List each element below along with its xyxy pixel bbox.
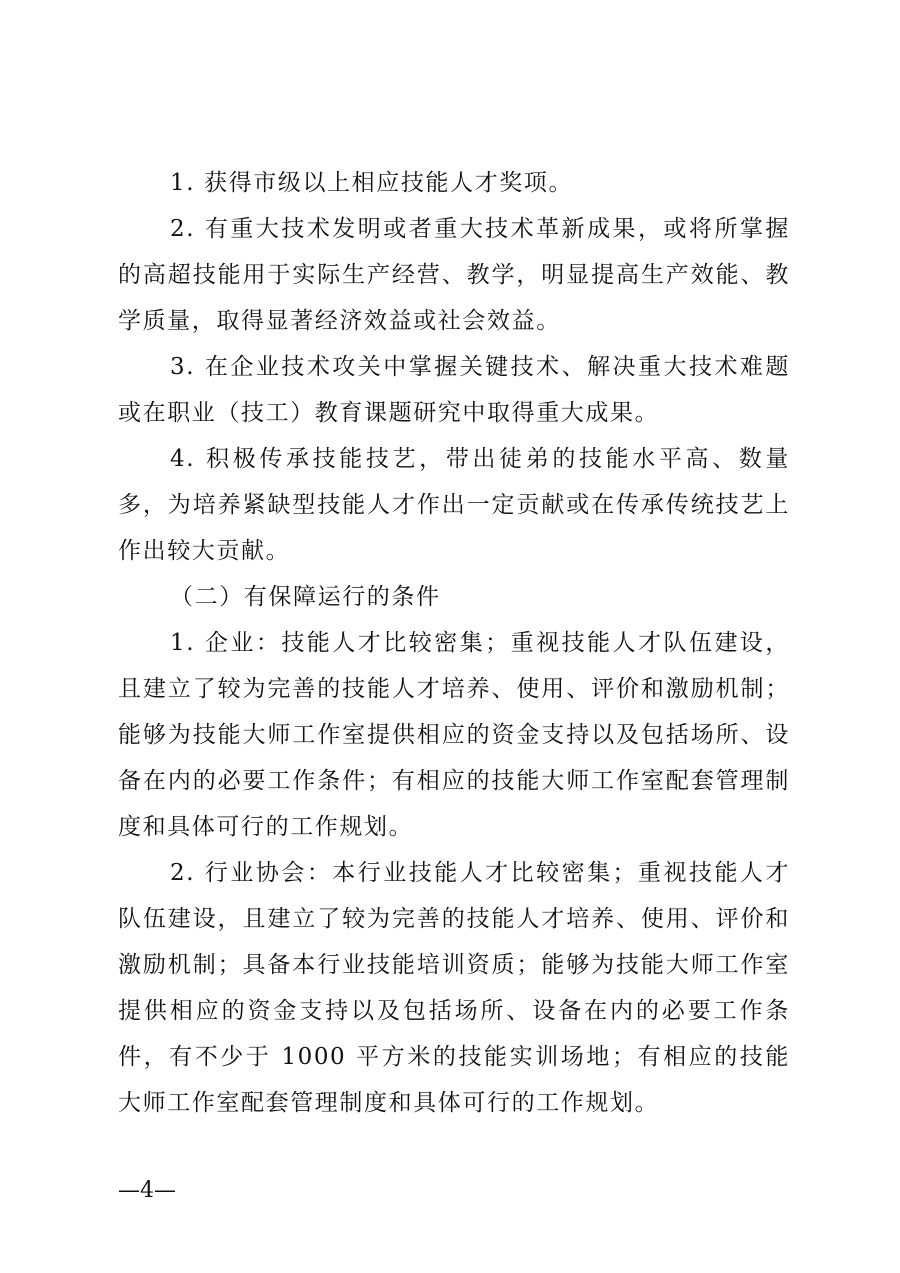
page-number: —4— (118, 1178, 176, 1203)
paragraph-association-condition: 2. 行业协会：本行业技能人才比较密集；重视技能人才队伍建设，且建立了较为完善的技能人才培养、使用、评价和激励机制；具备本行业技能培训资质；能够为技能大师工作室提供相应的资金支持以及包括场所、设备在内的必要工作条件，有不少于 1000 平方米的技能实训场地；有相应的技能大师工作室配套管理制度和具体可行的工作规划。 (118, 860, 790, 1116)
paragraph-enterprise-condition: 1. 企业：技能人才比较密集；重视技能人才队伍建设，且建立了较为完善的技能人才培养、使用、评价和激励机制；能够为技能大师工作室提供相应的资金支持以及包括场所、设备在内的必要工作条件；有相应的技能大师工作室配套管理制度和具体可行的工作规划。 (118, 630, 790, 840)
paragraph-criterion-1: 1. 获得市级以上相应技能人才奖项。 (170, 170, 574, 196)
paragraph-criterion-3: 3. 在企业技术攻关中掌握关键技术、解决重大技术难题或在职业（技工）教育课题研究中取得重大成果。 (118, 354, 790, 426)
paragraph-criterion-2: 2. 有重大技术发明或者重大技术革新成果，或将所掌握的高超技能用于实际生产经营、教学，明显提高生产效能、教学质量，取得显著经济效益或社会效益。 (118, 216, 790, 334)
paragraph-criterion-4: 4. 积极传承技能技艺，带出徒弟的技能水平高、数量多，为培养紧缺型技能人才作出一定贡献或在传承传统技艺上作出较大贡献。 (118, 446, 790, 564)
section-heading-conditions: （二）有保障运行的条件 (170, 584, 441, 610)
document-body (118, 160, 790, 1126)
